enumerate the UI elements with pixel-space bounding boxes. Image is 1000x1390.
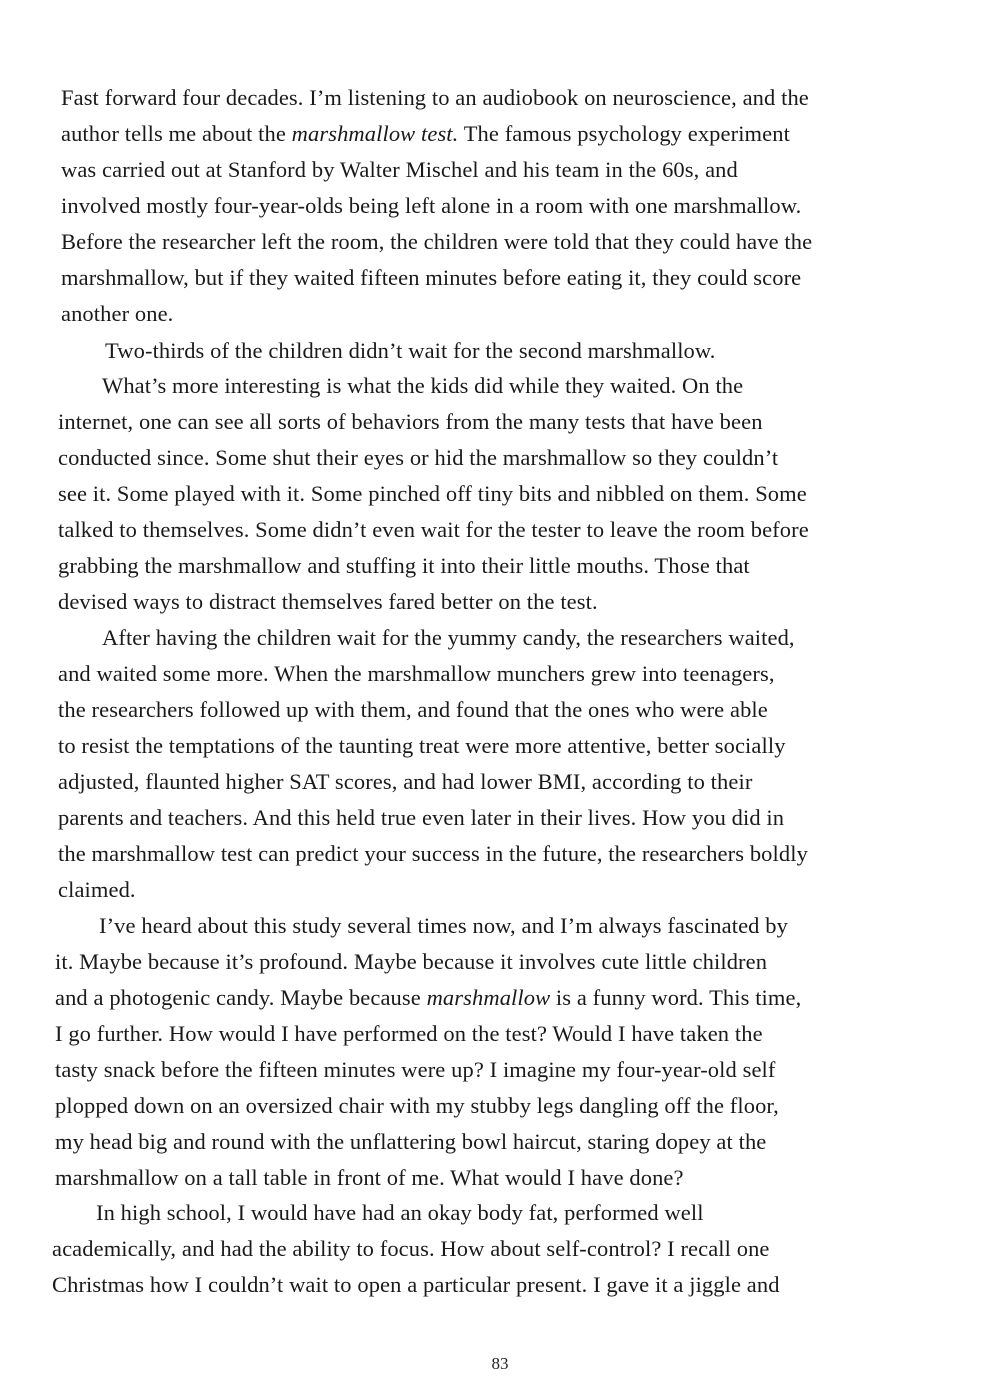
text-run: claimed.	[58, 877, 136, 902]
text-run: Two-thirds of the children didn’t wait for the second marshmallow.	[105, 338, 716, 363]
text-run: involved mostly four-year-olds being left alone in a room with one marshmallow.	[61, 193, 802, 218]
text-line	[58, 480, 807, 508]
text-run: to resist the temptations of the taunting treat were more attentive, better socially	[58, 733, 786, 758]
text-line	[55, 984, 801, 1012]
text-run: it. Maybe because it’s profound. Maybe because it involves cute little children	[55, 949, 768, 974]
text-run: see it. Some played with it. Some pinched off tiny bits and nibbled on them. Some	[58, 481, 807, 506]
italic-text: marshmallow test.	[291, 121, 459, 146]
text-line	[58, 840, 808, 868]
text-line	[55, 1056, 775, 1084]
text-run: and waited some more. When the marshmallow munchers grew into teenagers,	[58, 661, 775, 686]
text-run: academically, and had the ability to focus. How about self-control? I recall one	[52, 1236, 770, 1261]
text-line	[58, 660, 775, 688]
text-run: another one.	[61, 301, 174, 326]
text-line	[61, 156, 738, 184]
text-line	[55, 948, 767, 976]
text-run: Christmas how I couldn’t wait to open a particular present. I gave it a jiggle and	[52, 1272, 780, 1297]
text-line	[58, 696, 768, 724]
text-run: The famous psychology experiment	[458, 121, 790, 146]
page-number: 83	[491, 1354, 509, 1373]
text-run: devised ways to distract themselves fared better on the test.	[58, 589, 598, 614]
text-run: What’s more interesting is what the kids did while they waited. On the	[102, 373, 744, 398]
italic-text: marshmallow	[426, 985, 551, 1010]
text-run: Before the researcher left the room, the children were told that they could have the	[61, 229, 813, 254]
text-run: marshmallow, but if they waited fifteen minutes before eating it, they could score	[61, 265, 802, 290]
text-run: parents and teachers. And this held true even later in their lives. How you did in	[58, 805, 785, 830]
text-line	[58, 768, 752, 796]
text-run: After having the children wait for the yummy candy, the researchers waited,	[102, 625, 795, 650]
text-line	[52, 1235, 770, 1263]
text-line	[58, 804, 784, 832]
text-run: author tells me about the	[61, 121, 292, 146]
text-run: is a funny word. This time,	[550, 985, 802, 1010]
text-run: the researchers followed up with them, and found that the ones who were able	[58, 697, 768, 722]
text-run: grabbing the marshmallow and stuffing it into their little mouths. Those that	[58, 553, 750, 578]
text-run: my head big and round with the unflattering bowl haircut, staring dopey at the	[55, 1129, 767, 1154]
text-run: the marshmallow test can predict your success in the future, the researchers boldly	[58, 841, 808, 866]
text-line	[102, 624, 795, 652]
text-line	[58, 516, 809, 544]
text-run: I go further. How would I have performed on the test? Would I have taken the	[55, 1021, 763, 1046]
text-line	[58, 552, 750, 580]
text-run: talked to themselves. Some didn’t even wait for the tester to leave the room before	[58, 517, 809, 542]
text-run: plopped down on an oversized chair with my stubby legs dangling off the floor,	[55, 1093, 779, 1118]
text-line	[58, 876, 136, 904]
text-run: internet, one can see all sorts of behaviors from the many tests that have been	[58, 409, 763, 434]
text-run: conducted since. Some shut their eyes or hid the marshmallow so they couldn’t	[58, 445, 779, 470]
text-run: was carried out at Stanford by Walter Mischel and his team in the 60s, and	[61, 157, 738, 182]
text-line	[96, 1199, 704, 1227]
text-run: I’ve heard about this study several times now, and I’m always fascinated by	[99, 913, 788, 938]
text-line	[55, 1092, 779, 1120]
text-run: In high school, I would have had an okay body fat, performed well	[96, 1200, 704, 1225]
text-run: tasty snack before the fifteen minutes were up? I imagine my four-year-old self	[55, 1057, 776, 1082]
text-line	[105, 337, 716, 365]
text-line	[55, 1164, 684, 1192]
text-line	[61, 192, 801, 220]
text-line	[61, 120, 790, 148]
text-line	[99, 912, 788, 940]
text-line	[58, 732, 786, 760]
text-line	[61, 84, 809, 112]
text-line	[55, 1020, 763, 1048]
text-line	[58, 444, 778, 472]
text-run: marshmallow on a tall table in front of me. What would I have done?	[55, 1165, 684, 1190]
text-run: adjusted, flaunted higher SAT scores, and had lower BMI, according to their	[58, 769, 753, 794]
text-run: Fast forward four decades. I’m listening to an audiobook on neuroscience, and the	[61, 85, 809, 110]
text-line	[52, 1271, 780, 1299]
text-line	[61, 228, 812, 256]
text-line	[61, 264, 801, 292]
text-line	[58, 408, 763, 436]
text-run: and a photogenic candy. Maybe because	[55, 985, 427, 1010]
text-line	[58, 588, 598, 616]
text-line	[55, 1128, 766, 1156]
text-line	[61, 300, 173, 328]
text-line	[102, 372, 743, 400]
